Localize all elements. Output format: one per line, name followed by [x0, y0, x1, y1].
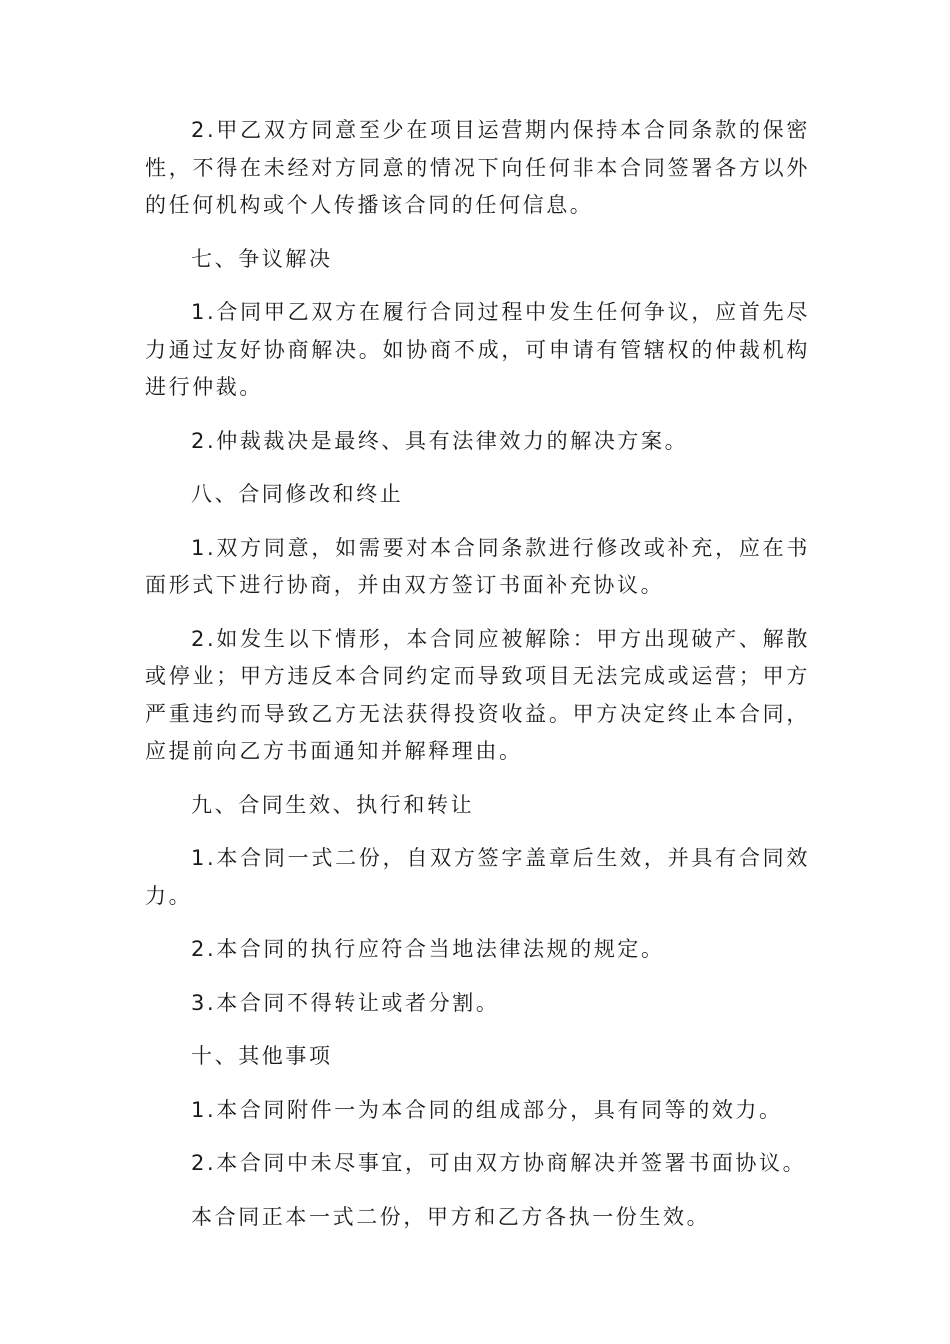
clause-10-item-1: 1.本合同附件一为本合同的组成部分，具有同等的效力。 [191, 1097, 783, 1122]
section-heading-10: 十、其他事项 [191, 1044, 333, 1068]
clause-9-item-3: 3.本合同不得转让或者分割。 [191, 990, 500, 1015]
clause-9-item-1: 1.本合同一式二份，自双方签字盖章后生效，并具有合同效力。 [145, 846, 810, 908]
clause-8-item-2: 2.如发生以下情形，本合同应被解除：甲方出现破产、解散或停业；甲方违反本合同约定而导致项目无法完成或运营；甲方严重违约而导致乙方无法获得投资收益。甲方决定终止本合同，应提前向乙方书面通知并解释理由。 [145, 626, 810, 763]
closing-statement: 本合同正本一式二份，甲方和乙方各执一份生效。 [191, 1204, 711, 1229]
clause-7-item-1: 1.合同甲乙双方在履行合同过程中发生任何争议，应首先尽力通过友好协商解决。如协商不成，可申请有管辖权的仲裁机构进行仲裁。 [145, 300, 810, 399]
section-heading-7: 七、争议解决 [191, 246, 333, 271]
section-heading-8: 八、合同修改和终止 [191, 482, 404, 506]
clause-8-item-1: 1.双方同意，如需要对本合同条款进行修改或补充，应在书面形式下进行协商，并由双方签订书面补充协议。 [145, 535, 810, 597]
clause-6-item-2: 2.甲乙双方同意至少在项目运营期内保持本合同条款的保密性，不得在未经对方同意的情况下向任何非本合同签署各方以外的任何机构或个人传播该合同的任何信息。 [145, 118, 810, 217]
document-page [145, 112, 810, 1252]
clause-10-item-2: 2.本合同中未尽事宜，可由双方协商解决并签署书面协议。 [191, 1151, 807, 1175]
clause-9-item-2: 2.本合同的执行应符合当地法律法规的规定。 [191, 937, 665, 961]
clause-7-item-2: 2.仲裁裁决是最终、具有法律效力的解决方案。 [191, 428, 689, 453]
section-heading-9: 九、合同生效、执行和转让 [191, 792, 475, 817]
